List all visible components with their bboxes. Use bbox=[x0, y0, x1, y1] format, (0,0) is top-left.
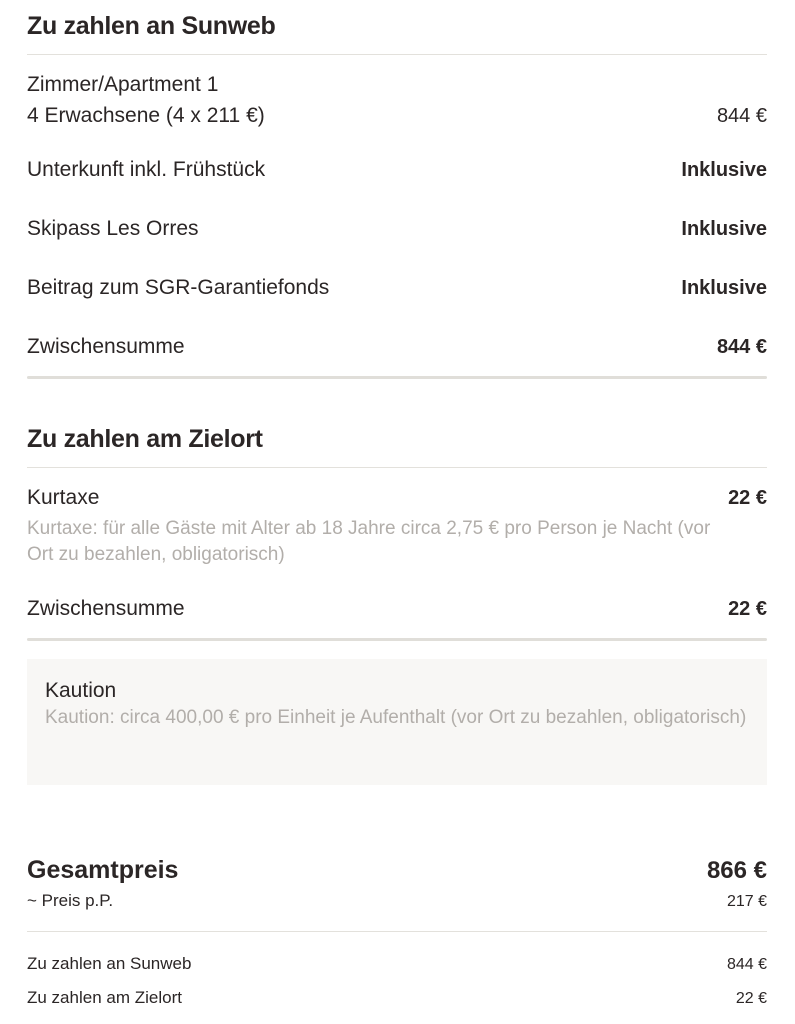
per-person-label: ~ Preis p.P. bbox=[27, 891, 114, 910]
line-item bbox=[27, 158, 767, 182]
breakdown-label: Zu zahlen am Zielort bbox=[27, 988, 182, 1007]
section-title-sunweb: Zu zahlen an Sunweb bbox=[27, 12, 276, 40]
total-value: 866 € bbox=[706, 857, 767, 884]
kurtaxe-label: Kurtaxe bbox=[27, 486, 100, 509]
total-label: Gesamtpreis bbox=[27, 856, 179, 884]
room-title: Zimmer/Apartment 1 bbox=[27, 73, 219, 96]
room-guests-label: 4 Erwachsene (4 x 211 €) bbox=[27, 104, 265, 127]
line-item-label: Beitrag zum SGR-Garantiefonds bbox=[27, 276, 330, 299]
line-item-label: Skipass Les Orres bbox=[27, 217, 199, 240]
kaution-title: Kaution bbox=[45, 679, 117, 702]
divider bbox=[27, 376, 767, 379]
line-item-value: Inklusive bbox=[681, 218, 767, 240]
total-row bbox=[27, 856, 767, 885]
kurtaxe-row bbox=[27, 486, 767, 510]
line-item-value: Inklusive bbox=[681, 159, 767, 181]
per-person-row bbox=[27, 891, 767, 911]
subtotal-label: Zwischensumme bbox=[27, 597, 185, 620]
subtotal-label: Zwischensumme bbox=[27, 335, 185, 358]
kurtaxe-value: 22 € bbox=[728, 487, 767, 509]
breakdown-row bbox=[27, 954, 767, 974]
kaution-box bbox=[27, 659, 767, 785]
breakdown-value: 844 € bbox=[726, 956, 767, 973]
line-item-label: Unterkunft inkl. Frühstück bbox=[27, 158, 266, 181]
subtotal-row-sunweb bbox=[27, 335, 767, 359]
kaution-note: Kaution: circa 400,00 € pro Einheit je Aufenthalt (vor Ort zu bezahlen, obligatorisch) bbox=[45, 707, 747, 728]
per-person-value: 217 € bbox=[726, 893, 767, 910]
breakdown-value: 22 € bbox=[735, 990, 767, 1007]
room-guests-value: 844 € bbox=[716, 105, 767, 127]
kurtaxe-note: Kurtaxe: für alle Gäste mit Alter ab 18 Jahre circa 2,75 € pro Person je Nacht (vor Ort zu bezahlen, obligatorisch) bbox=[27, 518, 711, 565]
line-item-value: Inklusive bbox=[681, 277, 767, 299]
subtotal-value: 22 € bbox=[728, 598, 767, 620]
line-item bbox=[27, 217, 767, 241]
divider bbox=[27, 638, 767, 641]
breakdown-row bbox=[27, 988, 767, 1008]
divider bbox=[27, 931, 767, 932]
divider bbox=[27, 467, 767, 468]
room-guests-row bbox=[27, 104, 767, 128]
subtotal-row-destination bbox=[27, 597, 767, 621]
room-title-row bbox=[27, 73, 767, 97]
breakdown-label: Zu zahlen an Sunweb bbox=[27, 954, 192, 973]
divider bbox=[27, 54, 767, 55]
line-item bbox=[27, 276, 767, 300]
section-title-destination: Zu zahlen am Zielort bbox=[27, 425, 263, 453]
subtotal-value: 844 € bbox=[716, 336, 767, 358]
